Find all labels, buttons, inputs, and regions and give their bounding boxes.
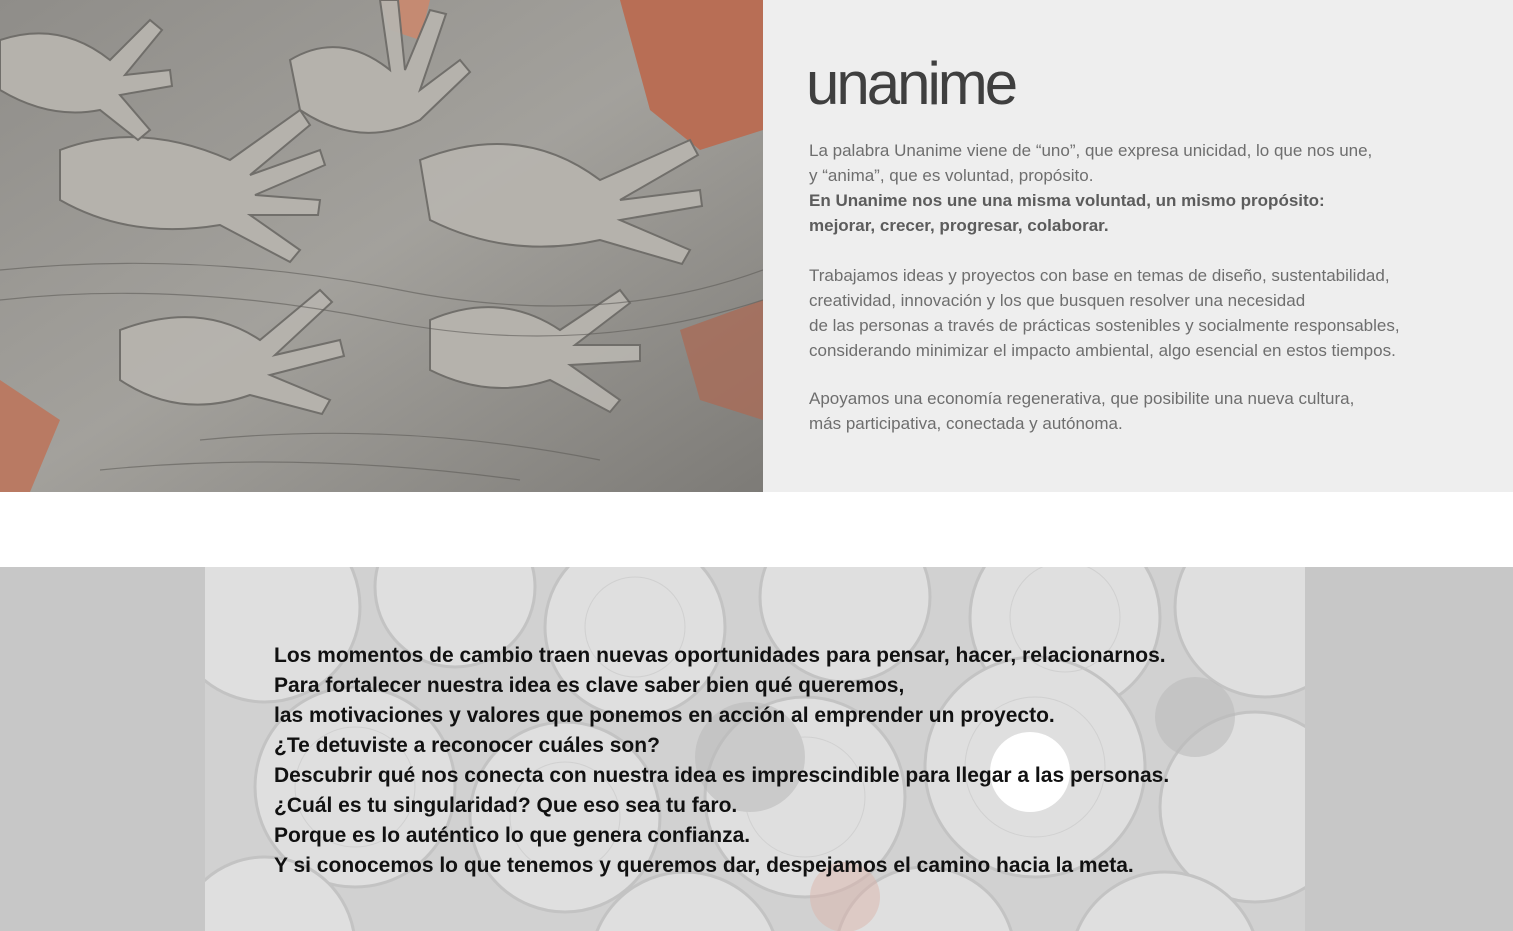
about-text <box>809 138 1499 436</box>
manifesto-text <box>274 641 1274 881</box>
manifesto-line: las motivaciones y valores que ponemos en acción al emprender un proyecto. <box>274 704 1055 727</box>
intro-line: La palabra Unanime viene de “uno”, que expresa unicidad, lo que nos une, <box>809 141 1373 160</box>
intro-line: considerando minimizar el impacto ambiental, algo esencial en estos tiempos. <box>809 341 1396 360</box>
intro-line: Trabajamos ideas y proyectos con base en temas de diseño, sustentabilidad, <box>809 266 1390 285</box>
manifesto-line: ¿Cuál es tu singularidad? Que eso sea tu faro. <box>274 794 738 817</box>
intro-line: de las personas a través de prácticas sostenibles y socialmente responsables, <box>809 316 1400 335</box>
intro-bold-line: mejorar, crecer, progresar, colaborar. <box>809 216 1109 235</box>
manifesto-line: Y si conocemos lo que tenemos y queremos dar, despejamos el camino hacia la meta. <box>274 854 1134 877</box>
intro-line: y “anima”, que es voluntad, propósito. <box>809 166 1094 185</box>
intro-line: creatividad, innovación y los que busquen resolver una necesidad <box>809 291 1306 310</box>
manifesto-line: Porque es lo auténtico lo que genera confianza. <box>274 824 751 847</box>
manifesto-line: Para fortalecer nuestra idea es clave saber bien qué queremos, <box>274 674 905 697</box>
manifesto-line: Descubrir qué nos conecta con nuestra idea es imprescindible para llegar a las personas. <box>274 764 1170 787</box>
manifesto-line: Los momentos de cambio traen nuevas oportunidades para pensar, hacer, relacionarnos. <box>274 644 1166 667</box>
manifesto-line: ¿Te detuviste a reconocer cuáles son? <box>274 734 660 757</box>
clay-hands-image <box>0 0 763 492</box>
intro-line: más participativa, conectada y autónoma. <box>809 414 1123 433</box>
paragraph-gap <box>809 238 1499 263</box>
intro-bold-line: En Unanime nos une una misma voluntad, un mismo propósito: <box>809 191 1325 210</box>
brand-title: unanime <box>806 50 1016 117</box>
intro-line: Apoyamos una economía regenerativa, que posibilite una nueva cultura, <box>809 389 1355 408</box>
paragraph-gap <box>809 363 1499 386</box>
